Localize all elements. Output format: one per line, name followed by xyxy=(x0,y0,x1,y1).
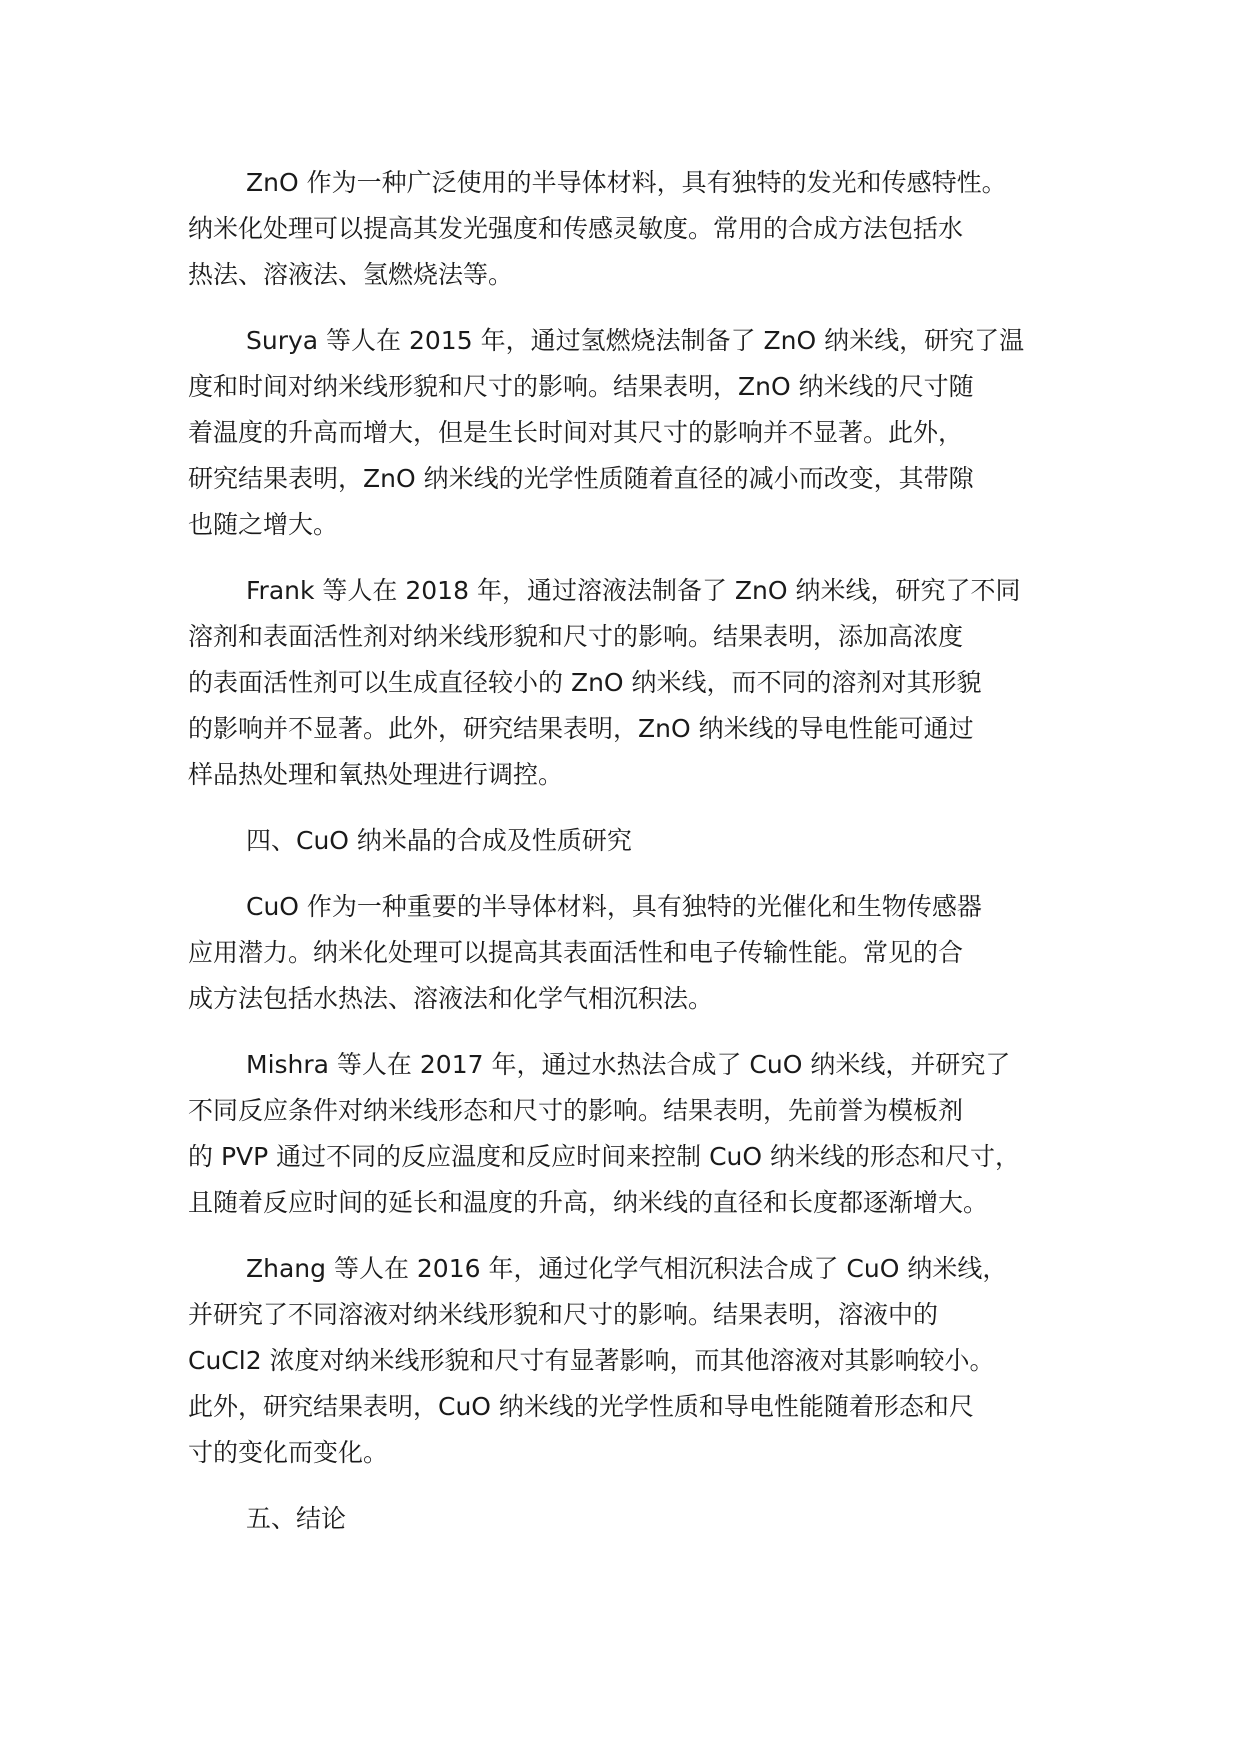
paragraph-mishra xyxy=(188,1042,1068,1226)
text-line: 纳米化处理可以提高其发光强度和传感灵敏度。常用的合成方法包括水 xyxy=(188,214,964,243)
text-line: 并研究了不同溶液对纳米线形貌和尺寸的影响。结果表明，溶液中的 xyxy=(188,1300,939,1329)
text-line: 且随着反应时间的延长和温度的升高，纳米线的直径和长度都逐渐增大。 xyxy=(188,1188,989,1217)
section-heading-cuo xyxy=(188,818,1068,864)
paragraph-surya xyxy=(188,318,1068,548)
text-line: CuO 作为一种重要的半导体材料，具有独特的光催化和生物传感器 xyxy=(246,892,982,921)
text-line: 的影响并不显著。此外，研究结果表明，ZnO 纳米线的导电性能可通过 xyxy=(188,714,974,743)
paragraph-zhang xyxy=(188,1246,1068,1476)
text-line: 不同反应条件对纳米线形态和尺寸的影响。结果表明，先前誉为模板剂 xyxy=(188,1096,964,1125)
text-line: 溶剂和表面活性剂对纳米线形貌和尺寸的影响。结果表明，添加高浓度 xyxy=(188,622,964,651)
section-heading-conclusion xyxy=(188,1496,1068,1542)
text-line: Mishra 等人在 2017 年，通过水热法合成了 CuO 纳米线，并研究了 xyxy=(246,1050,1011,1079)
text-line: 研究结果表明，ZnO 纳米线的光学性质随着直径的减小而改变，其带隙 xyxy=(188,464,974,493)
paragraph-frank xyxy=(188,568,1068,798)
text-line: 成方法包括水热法、溶液法和化学气相沉积法。 xyxy=(188,984,714,1013)
text-line: 的表面活性剂可以生成直径较小的 ZnO 纳米线，而不同的溶剂对其形貌 xyxy=(188,668,982,697)
text-line: 此外，研究结果表明，CuO 纳米线的光学性质和导电性能随着形态和尺 xyxy=(188,1392,974,1421)
heading-text: 四、CuO 纳米晶的合成及性质研究 xyxy=(246,826,632,855)
text-line: ZnO 作为一种广泛使用的半导体材料，具有独特的发光和传感特性。 xyxy=(246,168,1007,197)
document-body xyxy=(188,160,1068,1562)
text-line: 寸的变化而变化。 xyxy=(188,1438,389,1467)
text-line: 热法、溶液法、氢燃烧法等。 xyxy=(188,260,514,289)
text-line: Zhang 等人在 2016 年，通过化学气相沉积法合成了 CuO 纳米线， xyxy=(246,1254,1008,1283)
text-line: 度和时间对纳米线形貌和尺寸的影响。结果表明，ZnO 纳米线的尺寸随 xyxy=(188,372,974,401)
paragraph-zno-intro xyxy=(188,160,1068,298)
text-line: 应用潜力。纳米化处理可以提高其表面活性和电子传输性能。常见的合 xyxy=(188,938,964,967)
text-line: 样品热处理和氧热处理进行调控。 xyxy=(188,760,564,789)
heading-text: 五、结论 xyxy=(246,1504,347,1533)
paragraph-cuo-intro xyxy=(188,884,1068,1022)
text-line: Frank 等人在 2018 年，通过溶液法制备了 ZnO 纳米线，研究了不同 xyxy=(246,576,1021,605)
text-line: Surya 等人在 2015 年，通过氢燃烧法制备了 ZnO 纳米线，研究了温 xyxy=(246,326,1025,355)
text-line: 的 PVP 通过不同的反应温度和反应时间来控制 CuO 纳米线的形态和尺寸， xyxy=(188,1142,1021,1171)
text-line: 着温度的升高而增大，但是生长时间对其尺寸的影响并不显著。此外， xyxy=(188,418,964,447)
text-line: CuCl2 浓度对纳米线形貌和尺寸有显著影响，而其他溶液对其影响较小。 xyxy=(188,1346,995,1375)
text-line: 也随之增大。 xyxy=(188,510,339,539)
